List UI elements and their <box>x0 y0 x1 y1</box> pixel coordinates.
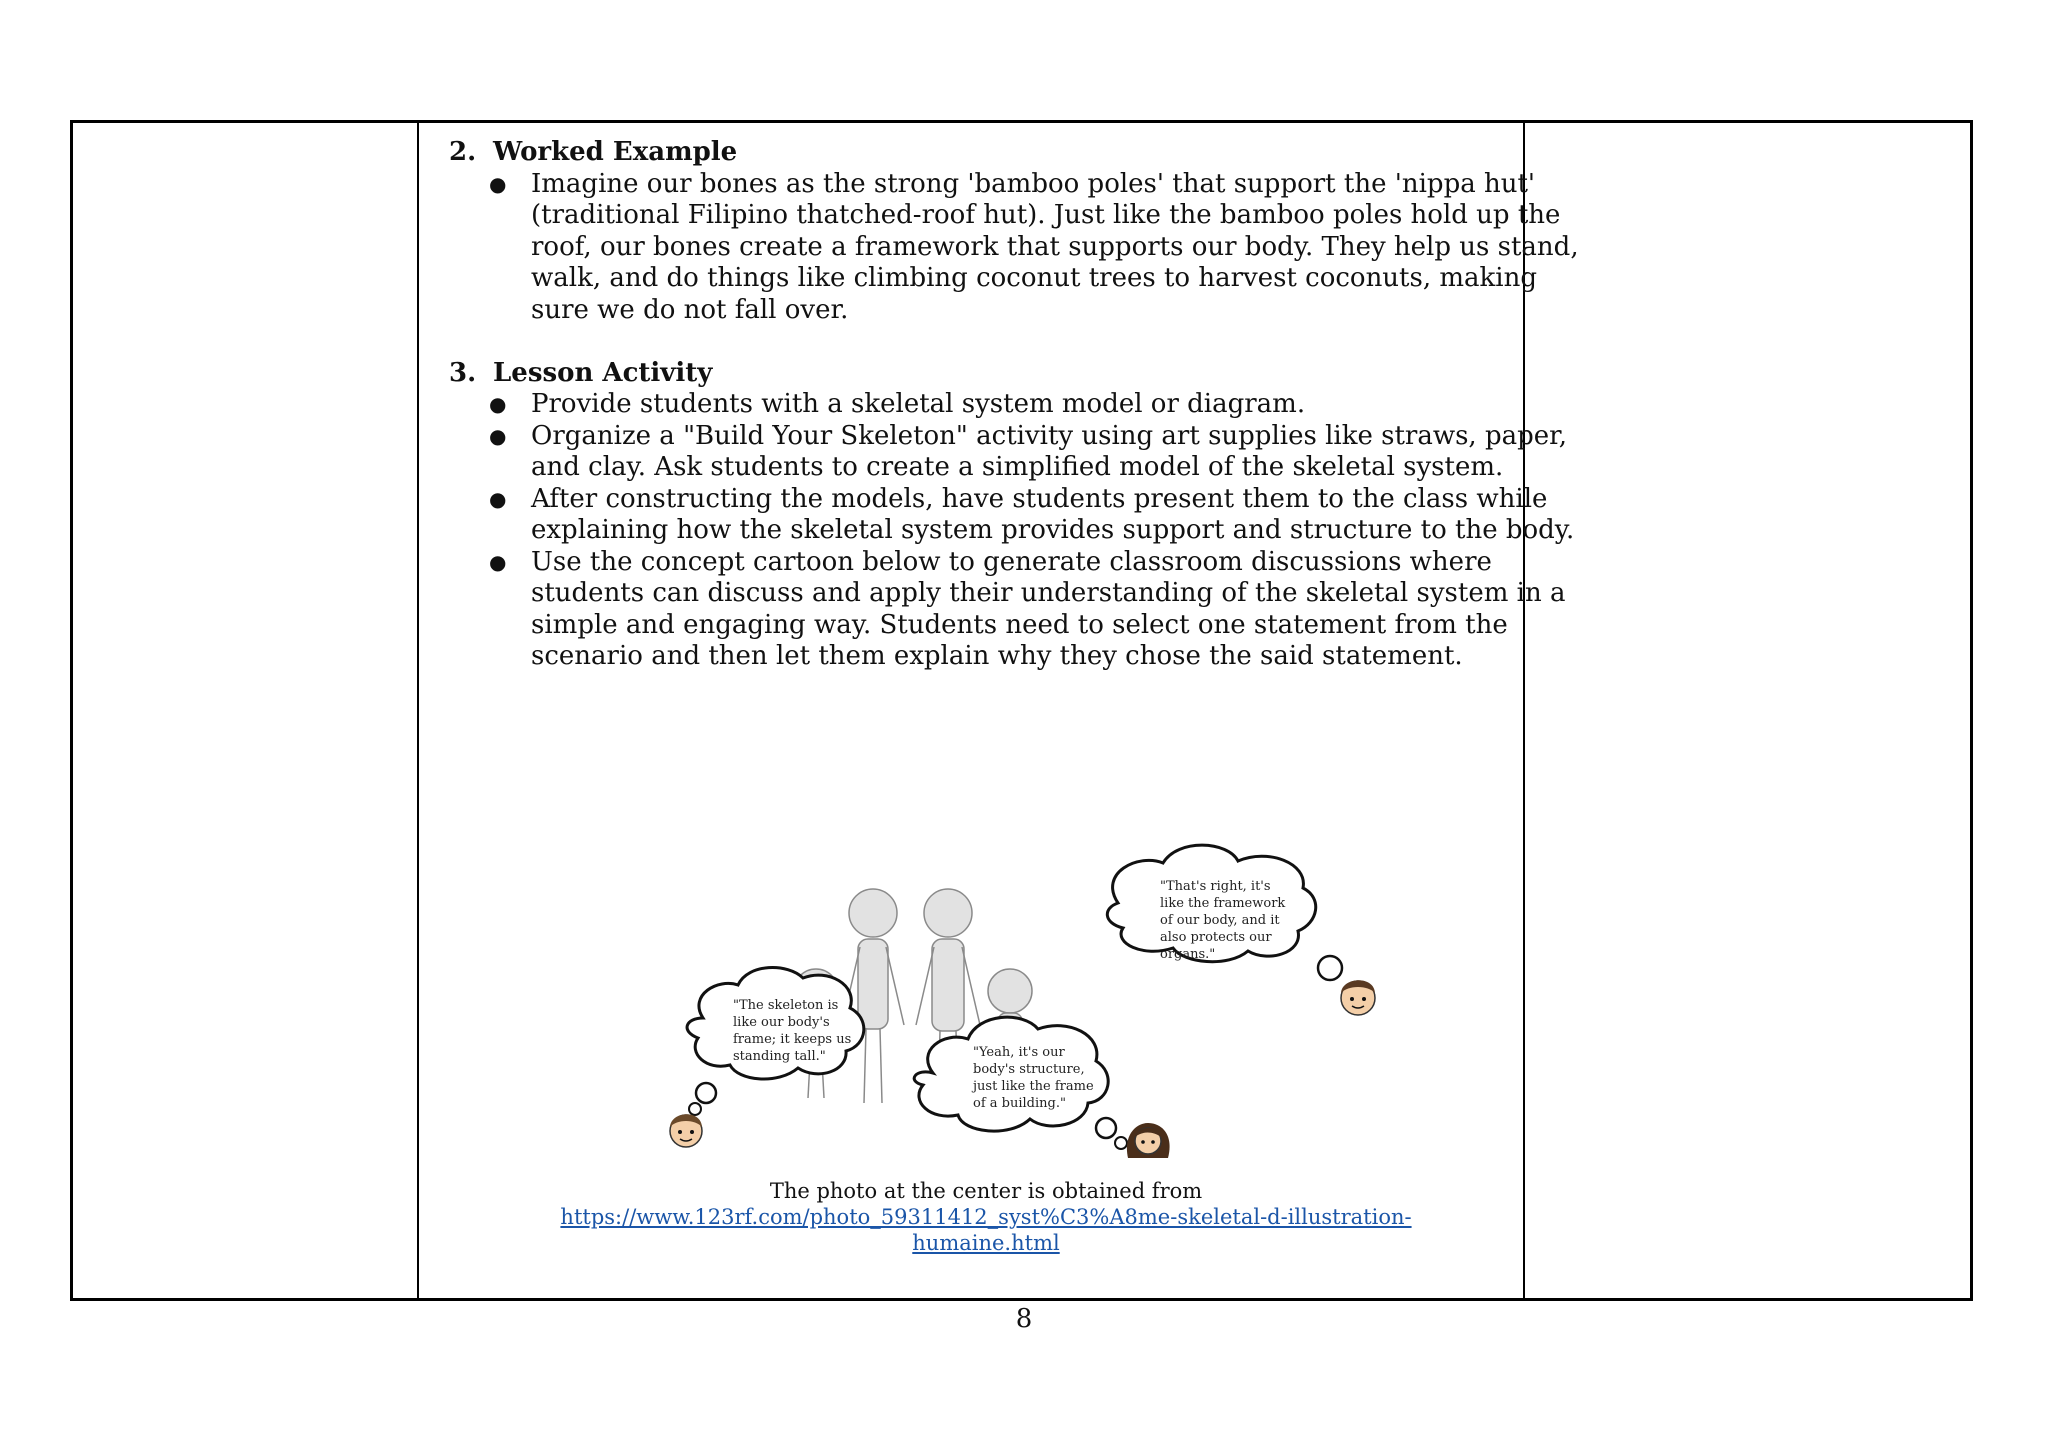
section-lesson-activity <box>449 358 1589 673</box>
list-item: ● Provide students with a skeletal system model or diagram. <box>449 389 1589 421</box>
list-item: ● After constructing the models, have students present them to the class while explaining how the skeletal system provides support and structure to the body. <box>449 484 1589 547</box>
bubble-left-text: "The skeleton is like our body's frame; it keeps us standing tall." <box>733 998 852 1064</box>
section-title: Worked Example <box>493 137 738 167</box>
bullet-list <box>449 169 1589 327</box>
concept-cartoon <box>618 763 1418 1163</box>
section-number: 2. <box>449 137 477 167</box>
thought-bubble-left <box>687 968 864 1115</box>
section-title: Lesson Activity <box>493 357 713 388</box>
list-item: ● Organize a "Build Your Skeleton" activity using art supplies like straws, paper, and clay. Ask students to create a simplified model of the skeletal system. <box>449 421 1589 484</box>
image-source-link[interactable]: https://www.123rf.com/photo_59311412_syst%C3%A8me-skeletal-d-illustration- humaine.html <box>560 1205 1412 1255</box>
lesson-plan-table <box>70 120 1973 1301</box>
bullet-list <box>449 389 1589 673</box>
column-divider-left <box>417 123 419 1298</box>
bubble-middle-text: "Yeah, it's our body's structure, just like the frame of a building." <box>973 1045 1094 1111</box>
girl-face-icon <box>1127 1123 1170 1158</box>
page-number: 8 <box>1015 1304 1033 1334</box>
boy-face-left-icon <box>670 1114 702 1147</box>
bubble-right-text: "That's right, it's like the framework of our body, and it also protects our organs." <box>1160 879 1286 962</box>
caption-text: The photo at the center is obtained from <box>769 1179 1203 1203</box>
thought-bubble-right <box>1107 845 1342 980</box>
section-number: 3. <box>449 357 477 388</box>
lesson-content-column <box>449 137 1589 673</box>
image-credit-caption <box>449 1178 1523 1256</box>
section-worked-example <box>449 137 1589 326</box>
concept-cartoon-svg <box>618 763 1418 1163</box>
boy-face-right-icon <box>1341 980 1375 1015</box>
list-item: ● Imagine our bones as the strong 'bamboo poles' that support the 'nippa hut' (traditional Filipino thatched-roof hut). Just like the bamboo poles hold up the roof, our bones create a framework that supports our body. They help us stand, walk, and do things like climbing coconut trees to harvest coconuts, making sure we do not fall over. <box>449 169 1589 327</box>
thought-bubble-middle <box>914 1017 1127 1149</box>
list-item: ● Use the concept cartoon below to generate classroom discussions where students can discuss and apply their understanding of the skeletal system in a simple and engaging way. Students need to select one statement from the scenario and then let them explain why they chose the said statement. <box>449 547 1589 673</box>
